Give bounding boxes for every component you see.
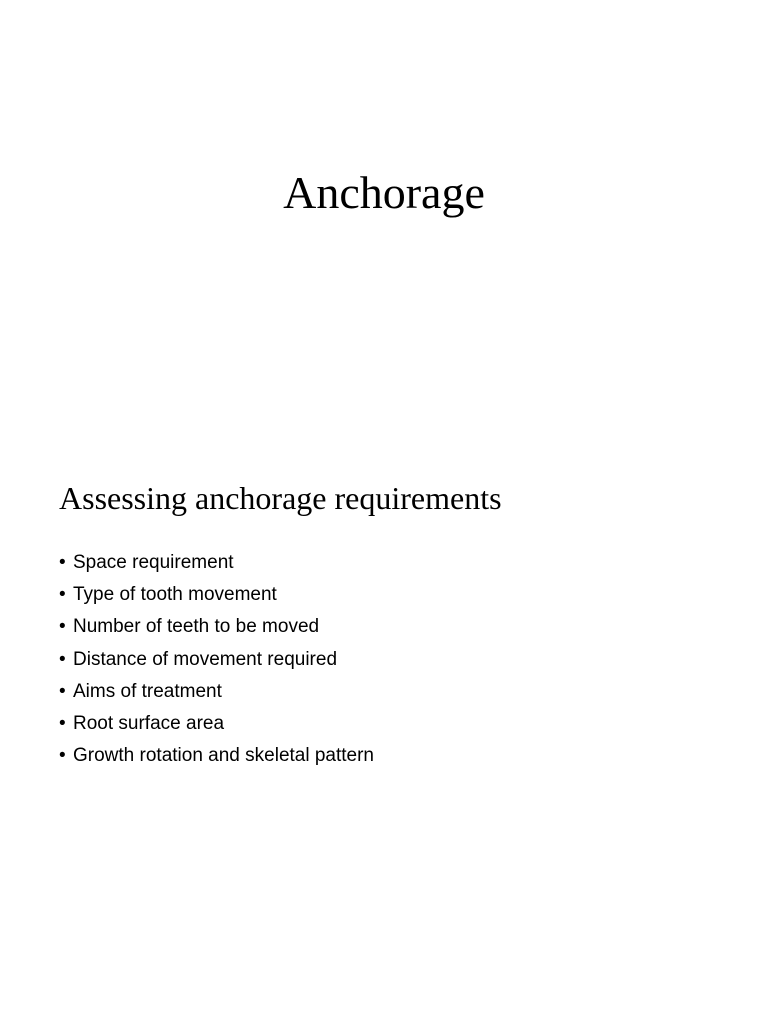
- list-item-text: Aims of treatment: [73, 680, 222, 702]
- list-item: [59, 644, 374, 676]
- bullet-icon: •: [59, 648, 66, 670]
- list-item-text: Type of tooth movement: [73, 584, 277, 606]
- list-item: [59, 611, 374, 643]
- list-item-text: Distance of movement required: [73, 648, 338, 670]
- bullet-icon: •: [59, 745, 66, 767]
- list-item-text: Number of teeth to be moved: [73, 616, 320, 638]
- list-item-text: Root surface area: [73, 712, 225, 734]
- bullet-icon: •: [59, 616, 66, 638]
- list-item-text: Growth rotation and skeletal pattern: [73, 745, 375, 767]
- slide-title: Anchorage: [283, 167, 485, 218]
- bullet-icon: •: [59, 584, 66, 606]
- list-item: [59, 579, 374, 611]
- bullet-icon: •: [59, 552, 66, 573]
- list-item-text: Space requirement: [73, 552, 234, 573]
- list-item: [59, 547, 374, 579]
- bullet-icon: •: [59, 712, 66, 734]
- list-item: [59, 740, 374, 772]
- section-heading: Assessing anchorage requirements: [59, 480, 502, 516]
- list-item: [59, 676, 374, 708]
- bullet-icon: •: [59, 680, 66, 702]
- list-item: [59, 708, 374, 740]
- bullet-list: [59, 547, 374, 772]
